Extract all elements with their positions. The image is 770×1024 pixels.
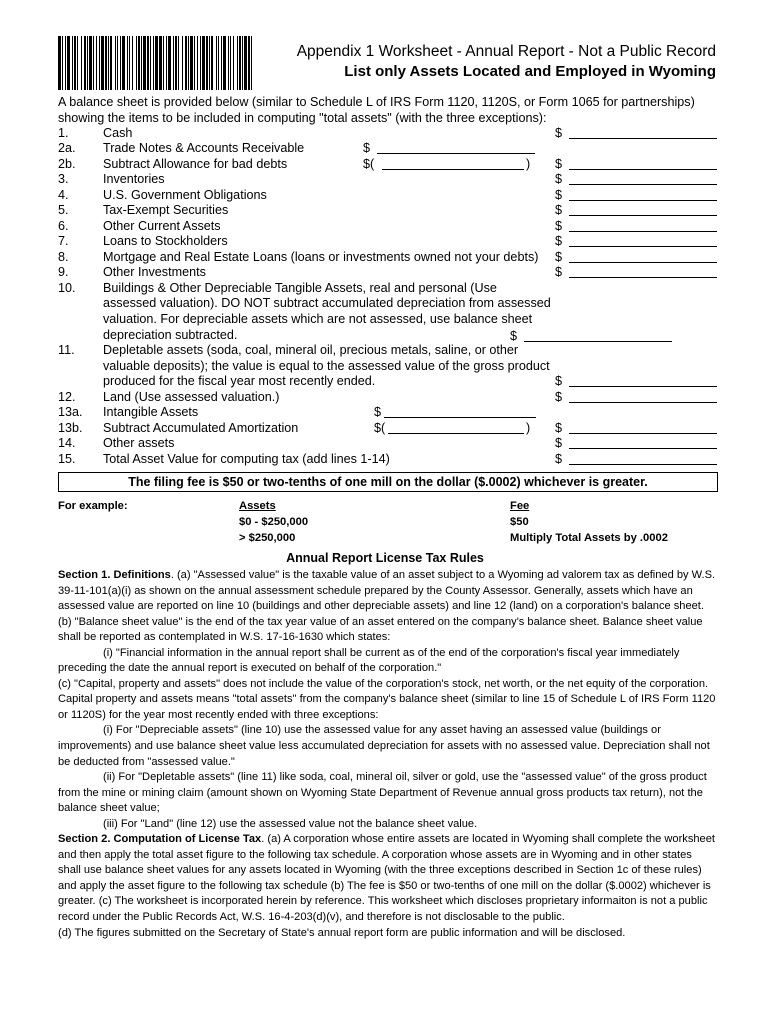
intro-text: A balance sheet is provided below (similar to Schedule L of IRS Form 1120, 1120S, or Form 1065 for partnerships) showing the items to be included in computing "total assets" (with the three exceptions): bbox=[58, 95, 695, 125]
rule-paragraph: (ii) For "Depletable assets" (line 11) like soda, coal, mineral oil, silver or gold, use the "assessed value" of the gross product from the mine or mining claim (amount shown on Wyoming State Department of Revenue annual gross products tax return), not the balance sheet value; bbox=[58, 771, 707, 815]
intangible-assets-field[interactable] bbox=[384, 417, 536, 418]
cash-amount-field[interactable] bbox=[569, 138, 717, 139]
line-number: 12. bbox=[58, 390, 76, 404]
line-number: 5. bbox=[58, 203, 69, 217]
line-15 bbox=[58, 452, 722, 467]
line-number: 14. bbox=[58, 436, 76, 450]
fee-row: Multiply Total Assets by .0002 bbox=[510, 532, 668, 544]
line-label: Trade Notes & Accounts Receivable bbox=[103, 141, 305, 155]
dollar-sign: $( bbox=[374, 421, 386, 435]
line-number: 4. bbox=[58, 188, 69, 202]
dollar-sign: $ bbox=[374, 405, 382, 419]
barcode bbox=[58, 36, 258, 90]
rule-paragraph: (i) For "Depreciable assets" (line 10) use the assessed value for any asset having an assessed value (buildings or improvements) and use balance sheet value less accumulated depreciation for assets with no assessed value. Depreciation shall not be deducted from "assessed value." bbox=[58, 724, 710, 768]
line-number: 13a. bbox=[58, 405, 83, 419]
line-number: 2b. bbox=[58, 157, 76, 171]
line-11-continuation: valuable deposits); the value is equal to the assessed value of the gross product bbox=[103, 359, 550, 373]
depreciable-assets-field[interactable] bbox=[524, 341, 672, 342]
net-intangibles-field[interactable] bbox=[569, 433, 717, 434]
line-number: 1. bbox=[58, 126, 69, 140]
line-label: Other Current Assets bbox=[103, 219, 221, 233]
total-asset-value-field[interactable] bbox=[569, 464, 717, 465]
example-label: For example: bbox=[58, 500, 128, 512]
receivables-amount-field[interactable] bbox=[377, 153, 535, 154]
line-number: 11. bbox=[58, 343, 75, 357]
rules-body bbox=[58, 568, 716, 941]
line-label: Intangible Assets bbox=[103, 405, 199, 419]
line-number: 8. bbox=[58, 250, 69, 264]
close-paren: ) bbox=[526, 157, 531, 171]
land-field[interactable] bbox=[569, 402, 717, 403]
section-heading: Section 1. Definitions bbox=[58, 569, 171, 581]
line-10 bbox=[58, 281, 722, 296]
barcode-bar bbox=[252, 36, 254, 90]
line-label: Depletable assets (soda, coal, mineral oil, precious metals, saline, or other bbox=[103, 343, 519, 357]
line-label: Total Asset Value for computing tax (add lines 1-14) bbox=[103, 452, 390, 466]
dollar-sign: $ bbox=[510, 329, 518, 343]
assets-row: > $250,000 bbox=[239, 532, 296, 544]
line-13b bbox=[58, 421, 722, 436]
line-11-last bbox=[58, 374, 722, 389]
other-assets-field[interactable] bbox=[569, 448, 717, 449]
section-2-paragraph bbox=[58, 832, 716, 925]
line-10-continuation: valuation. For depreciable assets which are not assessed, use balance sheet bbox=[103, 312, 533, 326]
line-label: Land (Use assessed valuation.) bbox=[103, 390, 280, 404]
fee-header: Fee bbox=[510, 500, 530, 512]
line-10-continuation: depreciation subtracted. bbox=[103, 328, 238, 342]
close-paren: ) bbox=[526, 421, 531, 435]
rule-paragraph: (d) The figures submitted on the Secretary of State's annual report form are public information and will be disclosed. bbox=[58, 926, 626, 939]
line-number: 6. bbox=[58, 219, 69, 233]
line-number: 2a. bbox=[58, 141, 76, 155]
rule-paragraph: (c) "Capital, property and assets" does not include the value of the corporation's stock, net worth, or the net equity of the corporation. Capital property and assets means "total assets" from the company's balance sheet (similar to line 15 of Schedule L of IRS Form 1120 or 1120S) for the year most recently ended with three exceptions: bbox=[58, 677, 716, 721]
line-14 bbox=[58, 436, 722, 451]
line-label: produced for the fiscal year most recently ended. bbox=[103, 374, 376, 388]
mortgage-loans-field[interactable] bbox=[569, 262, 717, 263]
section-1-paragraph bbox=[58, 568, 716, 646]
dollar-sign: $ bbox=[555, 390, 563, 404]
line-label: Other Investments bbox=[103, 265, 206, 279]
tax-exempt-securities-field[interactable] bbox=[569, 215, 717, 216]
line-number: 10. bbox=[58, 281, 76, 295]
other-current-assets-field[interactable] bbox=[569, 231, 717, 232]
fee-notice-box: The filing fee is $50 or two-tenths of one mill on the dollar ($.0002) whichever is greater. bbox=[58, 472, 718, 492]
line-number: 9. bbox=[58, 265, 69, 279]
dollar-sign: $ bbox=[555, 172, 563, 186]
amortization-field[interactable] bbox=[388, 433, 524, 434]
inventories-field[interactable] bbox=[569, 184, 717, 185]
line-4 bbox=[58, 188, 722, 203]
dollar-sign: $ bbox=[555, 436, 563, 450]
line-1 bbox=[58, 126, 722, 141]
line-label: Tax-Exempt Securities bbox=[103, 203, 229, 217]
section-text: . (a) "Assessed value" is the taxable value of an asset subject to a Wyoming ad valorem tax as defined by W.S. 39-11-101(a)(i) as shown on the annual assessment schedule prepared by the County Assessor. Generally, assets which have an assessed value are reported on line 10 (buildings and other depreciable assets) and line 12 (land) on a corporation's balance sheet. (b) "Balance sheet value" is the end of the tax year value of an asset entered on the company's balance sheet. Balance sheet value shall be reported as contemplated in W.S. 17-16-1630 which states: bbox=[58, 569, 716, 644]
net-receivables-field[interactable] bbox=[569, 169, 717, 170]
bad-debt-allowance-field[interactable] bbox=[382, 169, 524, 170]
line-10-continuation: assessed valuation). DO NOT subtract accumulated depreciation from assessed bbox=[103, 296, 551, 310]
depletable-assets-field[interactable] bbox=[569, 386, 717, 387]
line-label: U.S. Government Obligations bbox=[103, 188, 267, 202]
line-2a bbox=[58, 141, 722, 156]
dollar-sign: $ bbox=[555, 421, 563, 435]
dollar-sign: $ bbox=[555, 219, 563, 233]
line-label: Other assets bbox=[103, 436, 175, 450]
rule-paragraph: (i) "Financial information in the annual report shall be current as of the end of the corporation's fiscal year immediately preceding the date the annual report is executed on behalf of the corporation." bbox=[58, 646, 680, 675]
dollar-sign: $ bbox=[555, 203, 563, 217]
line-6 bbox=[58, 219, 722, 234]
dollar-sign: $( bbox=[363, 157, 375, 171]
line-13a bbox=[58, 405, 722, 420]
line-2b bbox=[58, 157, 722, 172]
line-9 bbox=[58, 265, 722, 280]
line-label: Inventories bbox=[103, 172, 165, 186]
line-label: Cash bbox=[103, 126, 133, 140]
line-12 bbox=[58, 390, 722, 405]
dollar-sign: $ bbox=[555, 250, 563, 264]
line-7 bbox=[58, 234, 722, 249]
line-8 bbox=[58, 250, 722, 265]
line-5 bbox=[58, 203, 722, 218]
line-label: Buildings & Other Depreciable Tangible Assets, real and personal (Use bbox=[103, 281, 497, 295]
other-investments-field[interactable] bbox=[569, 277, 717, 278]
line-number: 15. bbox=[58, 452, 76, 466]
assets-row: $0 - $250,000 bbox=[239, 516, 309, 528]
dollar-sign: $ bbox=[555, 374, 563, 388]
dollar-sign: $ bbox=[555, 265, 563, 279]
stockholder-loans-field[interactable] bbox=[569, 246, 717, 247]
dollar-sign: $ bbox=[363, 141, 371, 155]
line-label: Loans to Stockholders bbox=[103, 234, 228, 248]
line-label: Subtract Allowance for bad debts bbox=[103, 157, 288, 171]
line-11 bbox=[58, 343, 722, 358]
assets-header: Assets bbox=[239, 500, 276, 512]
dollar-sign: $ bbox=[555, 157, 563, 171]
form-subtitle: List only Assets Located and Employed in Wyoming bbox=[344, 63, 716, 80]
dollar-sign: $ bbox=[555, 126, 563, 140]
form-title: Appendix 1 Worksheet - Annual Report - Not a Public Record bbox=[296, 43, 716, 60]
section-text: . (a) A corporation whose entire assets are located in Wyoming shall complete the worksheet and then apply the total asset figure to the following tax schedule. A corporation whose assets are in Wyoming and in other states shall use balance sheet values for any assets located in Wyoming (with the three exceptions described in Section 1c of these rules) and apply the asset figure to the following tax schedule (b) The fee is $50 or two-tenths of one mill on the dollar ($.0002) whichever is greater. (c) The worksheet is incorporated herein by reference. This worksheet which discloses proprietary informaiton is not a public record under the Public Records Act, W.S. 16-4-203(d)(v), and therefore is not disclosable to the public. bbox=[58, 833, 715, 924]
line-3 bbox=[58, 172, 722, 187]
dollar-sign: $ bbox=[555, 452, 563, 466]
fee-row: $50 bbox=[510, 516, 529, 528]
line-label: Mortgage and Real Estate Loans (loans or investments owned not your debts) bbox=[103, 250, 539, 264]
rules-title: Annual Report License Tax Rules bbox=[286, 551, 484, 565]
line-number: 3. bbox=[58, 172, 69, 186]
section-heading: Section 2. Computation of License Tax bbox=[58, 833, 262, 846]
dollar-sign: $ bbox=[555, 188, 563, 202]
dollar-sign: $ bbox=[555, 234, 563, 248]
line-label: Subtract Accumulated Amortization bbox=[103, 421, 299, 435]
gov-obligations-field[interactable] bbox=[569, 200, 717, 201]
line-number: 13b. bbox=[58, 421, 83, 435]
rule-paragraph: (iii) For "Land" (line 12) use the assessed value not the balance sheet value. bbox=[103, 817, 478, 830]
line-number: 7. bbox=[58, 234, 69, 248]
